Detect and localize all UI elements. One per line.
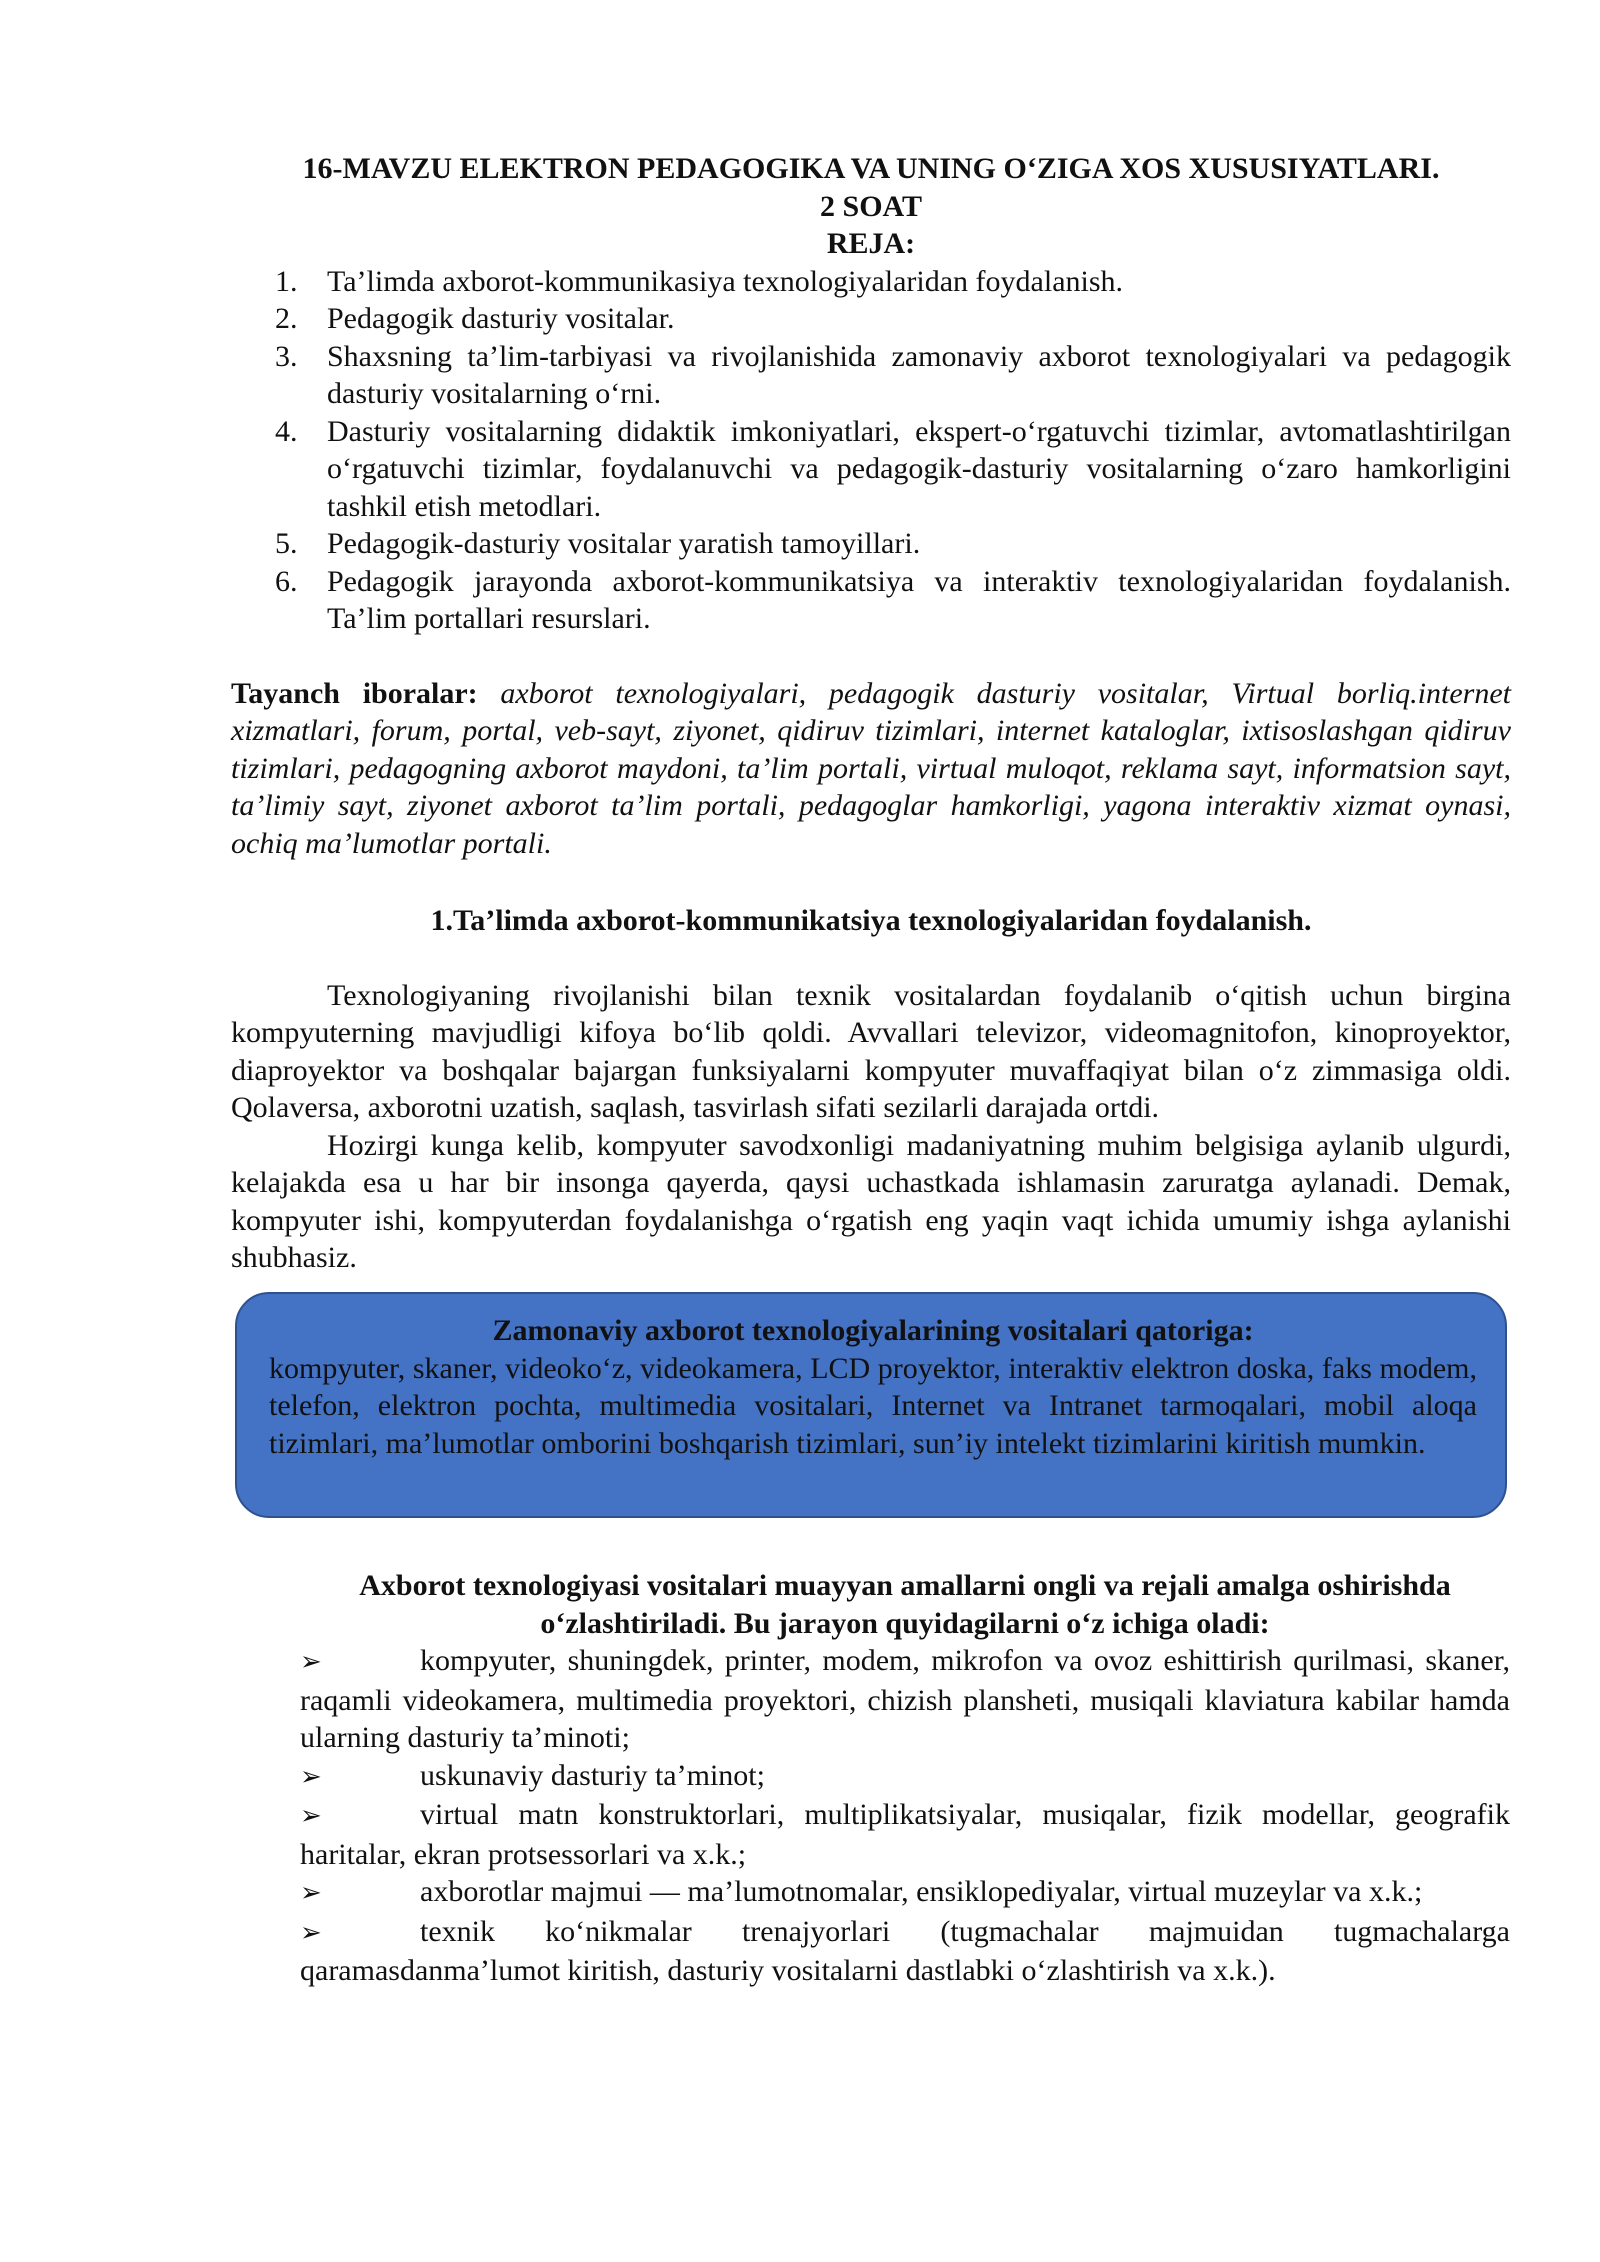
plan-item-number: 4. — [275, 414, 298, 448]
plan-item — [275, 300, 1511, 338]
plan-item-text: Pedagogik-dasturiy vositalar yaratish tamoyillari. — [327, 527, 921, 560]
bullet-text: axborotlar majmui — ma’lumotnomalar, ensiklopediyalar, virtual muzeylar va x.k.; — [420, 1875, 1423, 1908]
bullet-item — [300, 1757, 1510, 1797]
plan-item-text: Dasturiy vositalarning didaktik imkoniyatlari, ekspert-o‘rgatuvchi tizimlar, avtomatlashtirilgan o‘rgatuvchi tizimlar, foydalanuvchi va pedagogik-dasturiy vositalarning o‘zaro hamkorligini tashkil etish metodlari. — [327, 414, 1511, 523]
plan-item — [275, 263, 1511, 301]
body-paragraph: Hozirgi kunga kelib, kompyuter savodxonligi madaniyatning muhim belgisiga aylanib ulgurdi, kelajakda esa u har bir insonga qayerda, qaysi uchastkada ishlamasin zaruratga aylanadi. Demak, kompyuter ishi, kompyuterdan foydalanishga o‘rgatish eng yaqin vaqt ichida umumiy ishga aylanishi shubhasiz. — [231, 1128, 1511, 1274]
plan-item-number: 2. — [275, 302, 298, 335]
plan-item-number: 6. — [275, 564, 298, 598]
tools-heading: Axborot texnologiyasi vositalari muayyan amallarni ongli va rejali amalga oshirishda o‘zlashtiriladi. Bu jarayon quyidagilarni o‘z ichiga oladi: — [359, 1569, 1451, 1640]
arrow-bullet-icon: ➢ — [300, 1878, 322, 1908]
plan-item — [275, 413, 1511, 526]
arrow-bullet-icon: ➢ — [300, 1801, 322, 1831]
callout-body: kompyuter, skaner, videoko‘z, videokamera, LCD proyektor, interaktiv elektron doska, faks modem, telefon, elektron pochta, multimedia vositalari, Internet va Intranet tarmoqalari, mobil aloqa tizimlari, ma’lumotlar omborini boshqarish tizimlari, sun’iy intelekt tizimlarini kiritish mumkin. — [269, 1351, 1477, 1460]
plan-item-text: Shaxsning ta’lim-tarbiyasi va rivojlanishida zamonaviy axborot texnologiyalari va pedagogik dasturiy vositalarning o‘rni. — [327, 339, 1511, 410]
bullet-text: kompyuter, shuningdek, printer, modem, mikrofon va ovoz eshittirish qurilmasi, skaner, raqamli videokamera, multimedia proyektori, chizish plansheti, musiqali klaviatura kabilar hamda ularning dasturiy ta’minoti; — [300, 1644, 1510, 1754]
plan-item-number: 1. — [275, 264, 298, 298]
bullet-text: uskunaviy dasturiy ta’minot; — [420, 1758, 765, 1792]
arrow-bullet-icon: ➢ — [300, 1647, 322, 1677]
body-paragraph: Texnologiyaning rivojlanishi bilan texnik vositalardan foydalanib o‘qitish uchun birgina kompyuterning mavjudligi kifoya bo‘lib qoldi. Avvallari televizor, videomagnitofon, kinoproyektor, diaproyektor va boshqalar bajargan funksiyalarni kompyuter muvaffaqiyat bilan o‘z zimmasiga oldi. Qolaversa, axborotni uzatish, saqlash, tasvirlash sifati sezilarli darajada ortdi. — [231, 978, 1511, 1124]
callout-box — [235, 1292, 1507, 1518]
bullet-text: virtual matn konstruktorlari, multiplikatsiyalar, musiqalar, fizik modellar, geografik haritalar, ekran protsessorlari va x.k.; — [300, 1798, 1510, 1871]
plan-item-number: 5. — [275, 527, 298, 560]
plan-item — [275, 563, 1511, 638]
plan-item-text: Pedagogik dasturiy vositalar. — [327, 302, 675, 335]
plan-item — [275, 525, 1511, 563]
plan-item-text: Ta’limda axborot-kommunikasiya texnologiyalaridan foydalanish. — [327, 264, 1124, 298]
bullet-item — [300, 1913, 1510, 1990]
bullet-item — [300, 1642, 1510, 1757]
topic-hours: 2 SOAT — [820, 189, 922, 223]
arrow-bullet-icon: ➢ — [300, 1917, 322, 1948]
tools-section — [300, 1567, 1510, 1990]
keywords-text: axborot texnologiyalari, pedagogik dasturiy vositalar, Virtual borliq.internet xizmatlari, forum, portal, veb-sayt, ziyonet, qidiruv tizimlari, internet kataloglar, ixtisoslashgan qidiruv tizimlari, pedagogning axborot maydoni, ta’lim portali, virtual muloqot, reklama sayt, informatsion sayt, ta’limiy sayt, ziyonet axborot ta’lim portali, pedagoglar hamkorligi, yagona interaktiv xizmat oynasi, ochiq ma’lumotlar portali. — [231, 676, 1511, 860]
section-heading: 1.Ta’limda axborot-kommunikatsiya texnologiyalaridan foydalanish. — [430, 904, 1312, 937]
callout-title: Zamonaviy axborot texnologiyalarining vositalari qatoriga: — [492, 1314, 1254, 1347]
plan-list — [231, 263, 1511, 638]
keywords-paragraph — [231, 675, 1511, 863]
bullet-text: texnik ko‘nikmalar trenajyorlari (tugmachalar majmuidan tugmachalarga qaramasdanma’lumot kiritish, dasturiy vositalarni dastlabki o‘zlashtirish va x.k.). — [300, 1914, 1510, 1987]
bullet-item — [300, 1873, 1510, 1913]
plan-item-text: Pedagogik jarayonda axborot-kommunikatsiya va interaktiv texnologiyalaridan foydalanish. Ta’lim portallari resurslari. — [327, 564, 1511, 635]
document-page — [231, 150, 1511, 1277]
plan-item-number: 3. — [275, 339, 298, 373]
bullet-item — [300, 1796, 1510, 1873]
keywords-label: Tayanch iboralar: — [231, 676, 478, 710]
plan-item — [275, 338, 1511, 413]
topic-title: 16-MAVZU ELEKTRON PEDAGOGIKA VA UNING O‘ZIGA XOS XUSUSIYATLARI. — [302, 152, 1440, 185]
plan-label: REJA: — [826, 227, 916, 260]
arrow-bullet-icon: ➢ — [300, 1761, 322, 1792]
